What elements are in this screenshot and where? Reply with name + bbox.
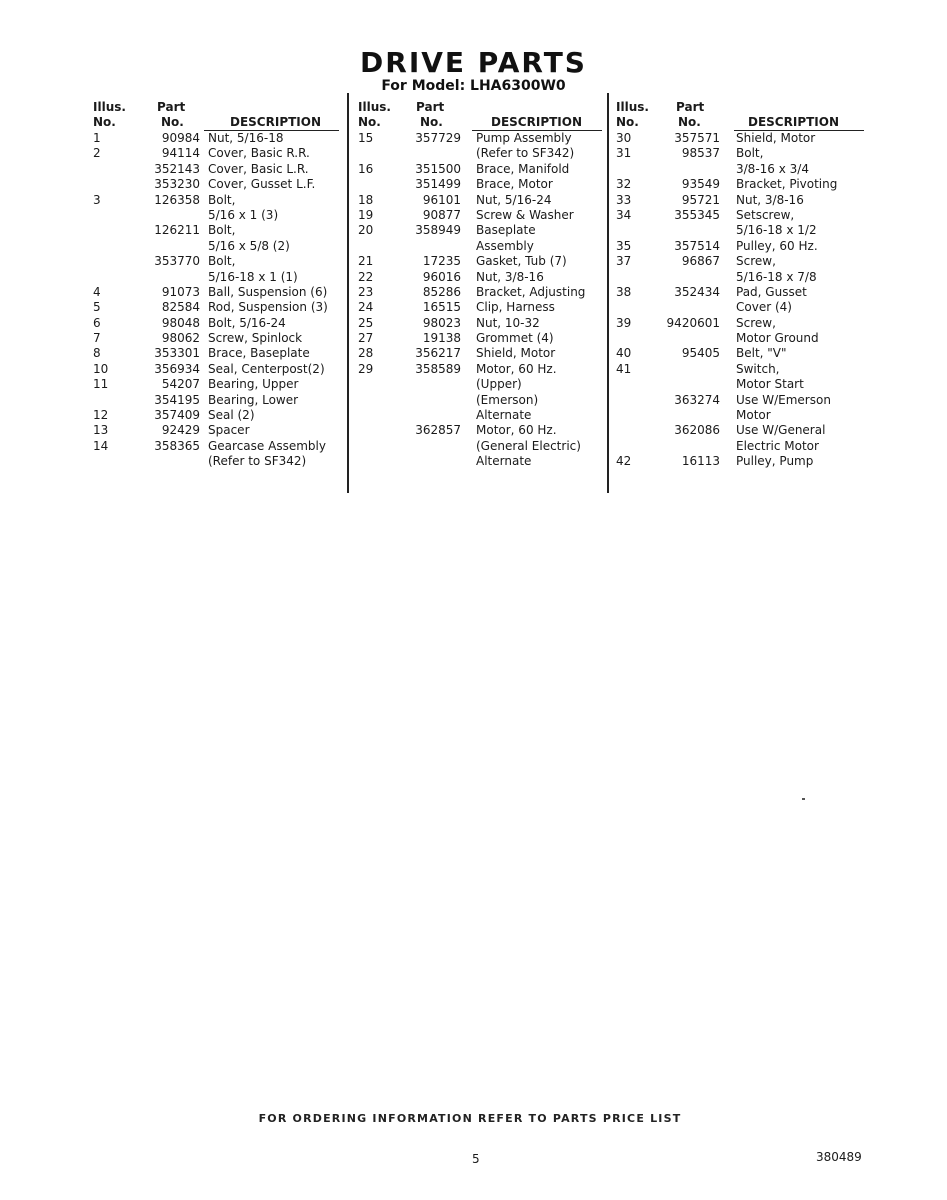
part-description: Clip, Harness [476,300,555,315]
part-description: Nut, 3/8-16 [736,192,804,207]
part-number: 356934 [154,361,200,376]
table-row [358,393,608,408]
part-number: 362086 [674,423,720,438]
illus-header: Illus. [616,100,649,114]
part-number: 94114 [161,146,200,161]
description-header: DESCRIPTION [230,115,322,129]
table-row [93,208,343,223]
part-number: 353770 [154,254,200,269]
part-number: 357514 [674,238,720,253]
parts-list [93,131,343,470]
illus-number: 34 [616,207,632,222]
table-row [616,408,868,423]
part-description: Screw & Washer [476,207,574,222]
page-number: 5 [472,1152,480,1166]
part-number: 357729 [415,131,461,145]
part-number: 98023 [422,315,461,330]
parts-list [358,131,608,470]
part-description: Belt, "V" [736,346,787,361]
illus-number: 6 [93,315,101,330]
table-row [616,146,868,161]
illus-header: Illus. [93,100,126,114]
part-description: Rod, Suspension (3) [208,300,328,315]
part-description: (Refer to SF342) [476,146,575,161]
table-row [358,454,608,469]
table-row [93,377,343,392]
part-description: Shield, Motor [736,131,816,145]
part-description: Bracket, Pivoting [736,177,838,192]
part-description: Switch, [736,361,780,376]
table-row [93,331,343,346]
part-description: Bolt, [208,254,236,269]
illus-number: 35 [616,238,632,253]
column-header [616,98,868,131]
table-row [358,362,608,377]
part-description: Gearcase Assembly [208,438,326,453]
illus-number: 8 [93,346,101,361]
part-description: Pump Assembly [476,131,572,145]
column-divider [347,93,349,493]
part-description: 5/16 x 1 (3) [208,207,279,222]
part-number: 354195 [154,392,200,407]
illus-number: 23 [358,284,374,299]
part-number: 363274 [674,392,720,407]
part-description: 5/16-18 x 1 (1) [208,269,298,284]
illus-number: 12 [93,408,109,423]
document-code: 380489 [816,1150,862,1164]
table-row [616,331,868,346]
illus-number: 7 [93,331,101,346]
part-description: Ball, Suspension (6) [208,284,328,299]
part-header: Part [157,100,186,114]
table-row [616,193,868,208]
part-description: Motor Start [736,377,804,392]
table-row [358,223,608,238]
part-description: Brace, Motor [476,177,553,192]
part-number: 357571 [674,131,720,145]
part-number: 362857 [415,423,461,438]
illus-number: 16 [358,161,374,176]
part-description: Grommet (4) [476,331,554,346]
part-description: Pulley, 60 Hz. [736,238,818,253]
illus-number: 28 [358,346,374,361]
table-row [616,300,868,315]
illus-number: 37 [616,254,632,269]
part-number: 19138 [422,331,461,346]
part-description: Bolt, [736,146,764,161]
part-number: 90877 [422,207,461,222]
illus-number: 30 [616,131,632,145]
description-header: DESCRIPTION [491,115,583,129]
illus-number: 42 [616,454,632,469]
table-row [93,131,343,146]
table-row [616,423,868,438]
part-number: 91073 [161,284,200,299]
part-description: Alternate [476,454,532,469]
part-description: (Refer to SF342) [208,454,307,469]
table-row [358,408,608,423]
part-description: Seal, Centerpost(2) [208,361,325,376]
part-number: 351500 [415,161,461,176]
table-row [616,162,868,177]
illus-header: Illus. [358,100,391,114]
part-number: 126358 [154,192,200,207]
table-row [358,131,608,146]
table-row [616,208,868,223]
part-description: Seal (2) [208,408,255,423]
part-description: Use W/General [736,423,826,438]
illus-number: 2 [93,146,101,161]
part-number: 16113 [681,454,720,469]
illus-number: 39 [616,315,632,330]
part-description: Use W/Emerson [736,392,831,407]
table-row [358,346,608,361]
part-number: 358365 [154,438,200,453]
part-description: Spacer [208,423,250,438]
part-description: Nut, 3/8-16 [476,269,544,284]
table-row [358,177,608,192]
table-row [93,162,343,177]
part-number: 352434 [674,284,720,299]
table-row [616,316,868,331]
part-description: Electric Motor [736,438,819,453]
illus-number: 1 [93,131,101,145]
part-description: (General Electric) [476,438,581,453]
part-number: 351499 [415,177,461,192]
part-description: Shield, Motor [476,346,556,361]
ordering-note: FOR ORDERING INFORMATION REFER TO PARTS PRICE LIST [258,1112,682,1125]
illus-number: 10 [93,361,109,376]
table-row [93,454,343,469]
part-description: (Upper) [476,377,522,392]
illus-number: 19 [358,207,374,222]
table-row [616,454,868,469]
table-row [358,270,608,285]
part-description: Cover, Gusset L.F. [208,177,316,192]
illus-header: No. [358,115,381,129]
parts-column-3 [616,98,868,470]
part-description: Brace, Manifold [476,161,570,176]
part-number: 96867 [681,254,720,269]
part-description: Bearing, Upper [208,377,299,392]
table-row [93,408,343,423]
illus-number: 24 [358,300,374,315]
page-title: DRIVE PARTS [360,46,587,79]
illus-number: 3 [93,192,101,207]
parts-column-2 [358,98,608,470]
table-row [93,423,343,438]
table-row [358,316,608,331]
table-row [358,208,608,223]
illus-number: 38 [616,284,632,299]
parts-column-1 [93,98,343,470]
illus-number: 22 [358,269,374,284]
part-number: 16515 [422,300,461,315]
part-number: 353230 [154,177,200,192]
part-description: Pad, Gusset [736,284,807,299]
part-number: 93549 [681,177,720,192]
column-header [93,98,343,131]
part-number: 356217 [415,346,461,361]
part-number: 92429 [161,423,200,438]
part-description: 5/16-18 x 1/2 [736,223,817,238]
parts-list [616,131,868,470]
illus-header: No. [93,115,116,129]
illus-number: 18 [358,192,374,207]
table-row [93,193,343,208]
part-number: 54207 [161,377,200,392]
part-number: 355345 [674,207,720,222]
part-description: Nut, 5/16-24 [476,192,552,207]
part-number: 17235 [422,254,461,269]
table-row [616,439,868,454]
part-description: Motor, 60 Hz. [476,423,557,438]
part-number: 96101 [422,192,461,207]
description-header: DESCRIPTION [748,115,840,129]
table-row [93,362,343,377]
table-row [358,439,608,454]
part-number: 98537 [681,146,720,161]
illus-number: 27 [358,331,374,346]
table-row [616,223,868,238]
table-row [93,239,343,254]
illus-number: 32 [616,177,632,192]
part-number: 126211 [154,223,200,238]
part-description: 5/16-18 x 7/8 [736,269,817,284]
part-number: 96016 [422,269,461,284]
table-row [93,316,343,331]
table-row [616,362,868,377]
illus-number: 40 [616,346,632,361]
part-number: 95721 [681,192,720,207]
illus-number: 4 [93,284,101,299]
part-number: 353301 [154,346,200,361]
part-number: 9420601 [666,315,720,330]
scan-speck [802,798,805,800]
table-row [93,439,343,454]
illus-number: 33 [616,192,632,207]
table-row [616,270,868,285]
part-number: 358589 [415,361,461,376]
part-description: Gasket, Tub (7) [476,254,567,269]
part-description: Bolt, [208,192,236,207]
table-row [93,223,343,238]
table-row [616,131,868,146]
part-description: Cover, Basic R.R. [208,146,310,161]
part-description: 5/16 x 5/8 (2) [208,238,290,253]
illus-number: 41 [616,361,632,376]
illus-number: 14 [93,438,109,453]
part-description: Bolt, 5/16-24 [208,315,286,330]
part-description: Screw, [736,254,776,269]
column-header [358,98,608,131]
part-description: Assembly [476,238,534,253]
table-row [358,146,608,161]
table-row [93,346,343,361]
part-header: No. [420,115,443,129]
illus-number: 25 [358,315,374,330]
part-description: Alternate [476,408,532,423]
table-row [616,377,868,392]
table-row [358,300,608,315]
part-description: 3/8-16 x 3/4 [736,161,809,176]
part-header: No. [678,115,701,129]
part-description: Cover (4) [736,300,792,315]
part-description: Cover, Basic L.R. [208,161,309,176]
part-number: 98062 [161,331,200,346]
illus-number: 29 [358,361,374,376]
part-number: 98048 [161,315,200,330]
illus-number: 5 [93,300,101,315]
part-header: No. [161,115,184,129]
table-row [616,285,868,300]
part-description: Bolt, [208,223,236,238]
part-number: 358949 [415,223,461,238]
table-row [358,254,608,269]
part-description: Baseplate [476,223,536,238]
table-row [616,346,868,361]
part-number: 90984 [161,131,200,145]
illus-number: 20 [358,223,374,238]
table-row [93,285,343,300]
part-number: 95405 [681,346,720,361]
part-description: Motor Ground [736,331,819,346]
table-row [358,331,608,346]
part-description: Nut, 5/16-18 [208,131,284,145]
part-description: Nut, 10-32 [476,315,540,330]
table-row [616,177,868,192]
part-number: 82584 [161,300,200,315]
illus-number: 13 [93,423,109,438]
illus-number: 31 [616,146,632,161]
table-row [616,393,868,408]
table-row [616,239,868,254]
table-row [93,177,343,192]
illus-header: No. [616,115,639,129]
part-description: Setscrew, [736,207,795,222]
table-row [93,146,343,161]
part-description: Screw, [736,315,776,330]
part-description: Screw, Spinlock [208,331,303,346]
model-subtitle: For Model: LHA6300W0 [381,78,566,94]
part-header: Part [676,100,705,114]
table-row [358,162,608,177]
table-row [358,285,608,300]
part-header: Part [416,100,445,114]
table-row [93,300,343,315]
part-number: 85286 [422,284,461,299]
table-row [616,254,868,269]
part-description: Motor [736,408,771,423]
part-description: (Emerson) [476,392,539,407]
part-description: Bearing, Lower [208,392,299,407]
table-row [93,393,343,408]
illus-number: 11 [93,377,109,392]
illus-number: 15 [358,131,374,145]
table-row [93,270,343,285]
part-number: 357409 [154,408,200,423]
part-number: 352143 [154,161,200,176]
part-description: Motor, 60 Hz. [476,361,557,376]
part-description: Bracket, Adjusting [476,284,586,299]
table-row [358,423,608,438]
part-description: Pulley, Pump [736,454,814,469]
table-row [358,193,608,208]
table-row [358,377,608,392]
table-row [358,239,608,254]
illus-number: 21 [358,254,374,269]
table-row [93,254,343,269]
part-description: Brace, Baseplate [208,346,310,361]
